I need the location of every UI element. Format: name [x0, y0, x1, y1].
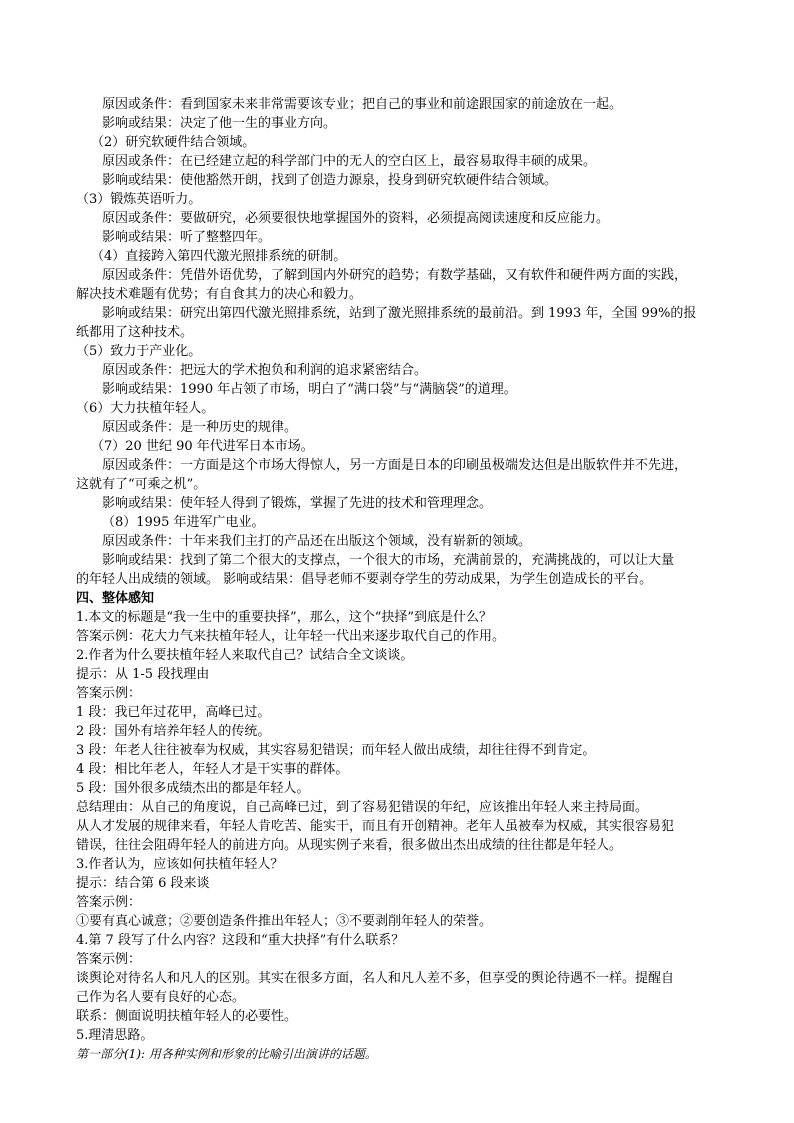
text-line: 原因或条件：一方面是这个市场大得惊人，另一方面是日本的印刷虽极端发达但是出版软件并不先进，	[102, 458, 688, 473]
text-line: （2）研究软硬件结合领域。	[91, 135, 256, 150]
text-line: 影响或结果：使他豁然开朗，找到了创造力源泉，投身到研究软硬件结合领域。	[102, 173, 558, 188]
text-line: 提示：从 1-5 段找理由	[76, 667, 210, 682]
text-line: 4 段：相比年老人，年轻人才是干实事的群体。	[76, 762, 349, 777]
question: 3.作者认为，应该如何扶植年轻人？	[76, 857, 284, 872]
text-line: 总结理由：从自己的角度说，自己高峰已过，到了容易犯错误的年纪，应该推出年轻人来主持局面。	[76, 800, 649, 815]
text-line: （5）致力于产业化。	[76, 344, 202, 359]
text-line: 原因或条件：凭借外语优势，了解到国内外研究的趋势；有数学基础，又有软件和硬件两方面的实践，	[102, 268, 688, 283]
text-line: （8）1995 年进军广电业。	[102, 515, 265, 530]
text-line: 2 段：国外有培养年轻人的传统。	[76, 724, 271, 739]
question: 4.第 7 段写了什么内容？这段和“重大抉择”有什么联系？	[76, 933, 405, 948]
question: 1.本文的标题是“我一生中的重要抉择”，那么，这个“抉择”到底是什么？	[76, 610, 492, 625]
text-line: 错误，往往会阻碍年轻人的前进方向。从现实例子来看，很多做出杰出成绩的往往都是年轻人。	[76, 838, 623, 853]
text-line: 这就有了“可乘之机”。	[76, 477, 207, 492]
text-line: 原因或条件：是一种历史的规律。	[102, 420, 298, 435]
text-line: 原因或条件：把远大的学术抱负和利润的追求紧密结合。	[102, 363, 428, 378]
text-line: 原因或条件：看到国家未来非常需要该专业；把自己的事业和前途跟国家的前途放在一起。	[102, 97, 623, 112]
text-line: 己作为名人要有良好的心态。	[76, 990, 246, 1005]
text-line: 解决技术难题有优势；有自食其力的决心和毅力。	[76, 287, 363, 302]
text-line: ①要有真心诚意；②要创造条件推出年轻人；③不要剥削年轻人的荣誉。	[76, 914, 493, 929]
text-line: 原因或条件：在已经建立起的科学部门中的无人的空白区上，最容易取得丰硕的成果。	[102, 154, 597, 169]
text-line: 影响或结果：听了整整四年。	[102, 230, 272, 245]
text-line: 答案示例：	[76, 952, 142, 967]
text-line: （7）20 世纪 90 年代进军日本市场。	[91, 439, 314, 454]
text-line: 影响或结果：研究出第四代激光照排系统，站到了激光照排系统的最前沿。到 1993 年，全国 99%的报	[102, 306, 697, 321]
text-line: 原因或条件：十年来我们主打的产品还在出版这个领域，没有崭新的领域。	[102, 534, 532, 549]
text-line: 答案示例：花大力气来扶植年轻人，让年轻一代出来逐步取代自己的作用。	[76, 629, 506, 644]
question: 5.理清思路。	[76, 1028, 154, 1043]
text-line: 影响或结果：找到了第二个很大的支撑点，一个很大的市场，充满前景的，充满挑战的，可以让大量	[102, 553, 675, 568]
text-line: 纸都用了这种技术。	[76, 325, 194, 340]
text-line: （3）锻炼英语听力。	[76, 192, 202, 207]
text-line: 第一部分(1): 用各种实例和形象的比喻引出演讲的话题。	[76, 1047, 377, 1061]
text-line: 影响或结果：使年轻人得到了锻炼，掌握了先进的技术和管理理念。	[102, 496, 493, 511]
text-line: 5 段：国外很多成绩杰出的都是年轻人。	[76, 781, 310, 796]
text-line: 答案示例：	[76, 895, 142, 910]
text-line: 从人才发展的规律来看，年轻人肯吃苦、能实干，而且有开创精神。老年人虽被奉为权威，其实很容易犯	[76, 819, 675, 834]
text-line: 原因或条件：要做研究，必须要很快地掌握国外的资料，必须提高阅读速度和反应能力。	[102, 211, 610, 226]
section-heading: 四、整体感知	[76, 591, 155, 606]
text-line: 联系：侧面说明扶植年轻人的必要性。	[76, 1009, 298, 1024]
text-line: 谈舆论对待名人和凡人的区别。其实在很多方面，名人和凡人差不多，但享受的舆论待遇不一样。提醒自	[76, 971, 675, 986]
text-line: 的年轻人出成绩的领域。 影响或结果：倡导老师不要剥夺学生的劳动成果，为学生创造成长的平台。	[76, 572, 653, 587]
text-line: 1 段：我已年过花甲，高峰已过。	[76, 705, 271, 720]
text-line: （4）直接跨入第四代激光照排系统的研制。	[91, 249, 347, 264]
text-line: 影响或结果：1990 年占领了市场，明白了“满口袋”与“满脑袋”的道理。	[102, 382, 517, 397]
text-line: 影响或结果：决定了他一生的事业方向。	[102, 116, 337, 131]
question: 2.作者为什么要扶植年轻人来取代自己？试结合全文谈谈。	[76, 648, 414, 663]
text-line: 答案示例：	[76, 686, 142, 701]
text-line: 3 段：年老人往往被奉为权威，其实容易犯错误；而年轻人做出成绩，却往往得不到肯定。	[76, 743, 596, 758]
text-line: （6）大力扶植年轻人。	[76, 401, 215, 416]
text-line: 提示：结合第 6 段来谈	[76, 876, 210, 891]
